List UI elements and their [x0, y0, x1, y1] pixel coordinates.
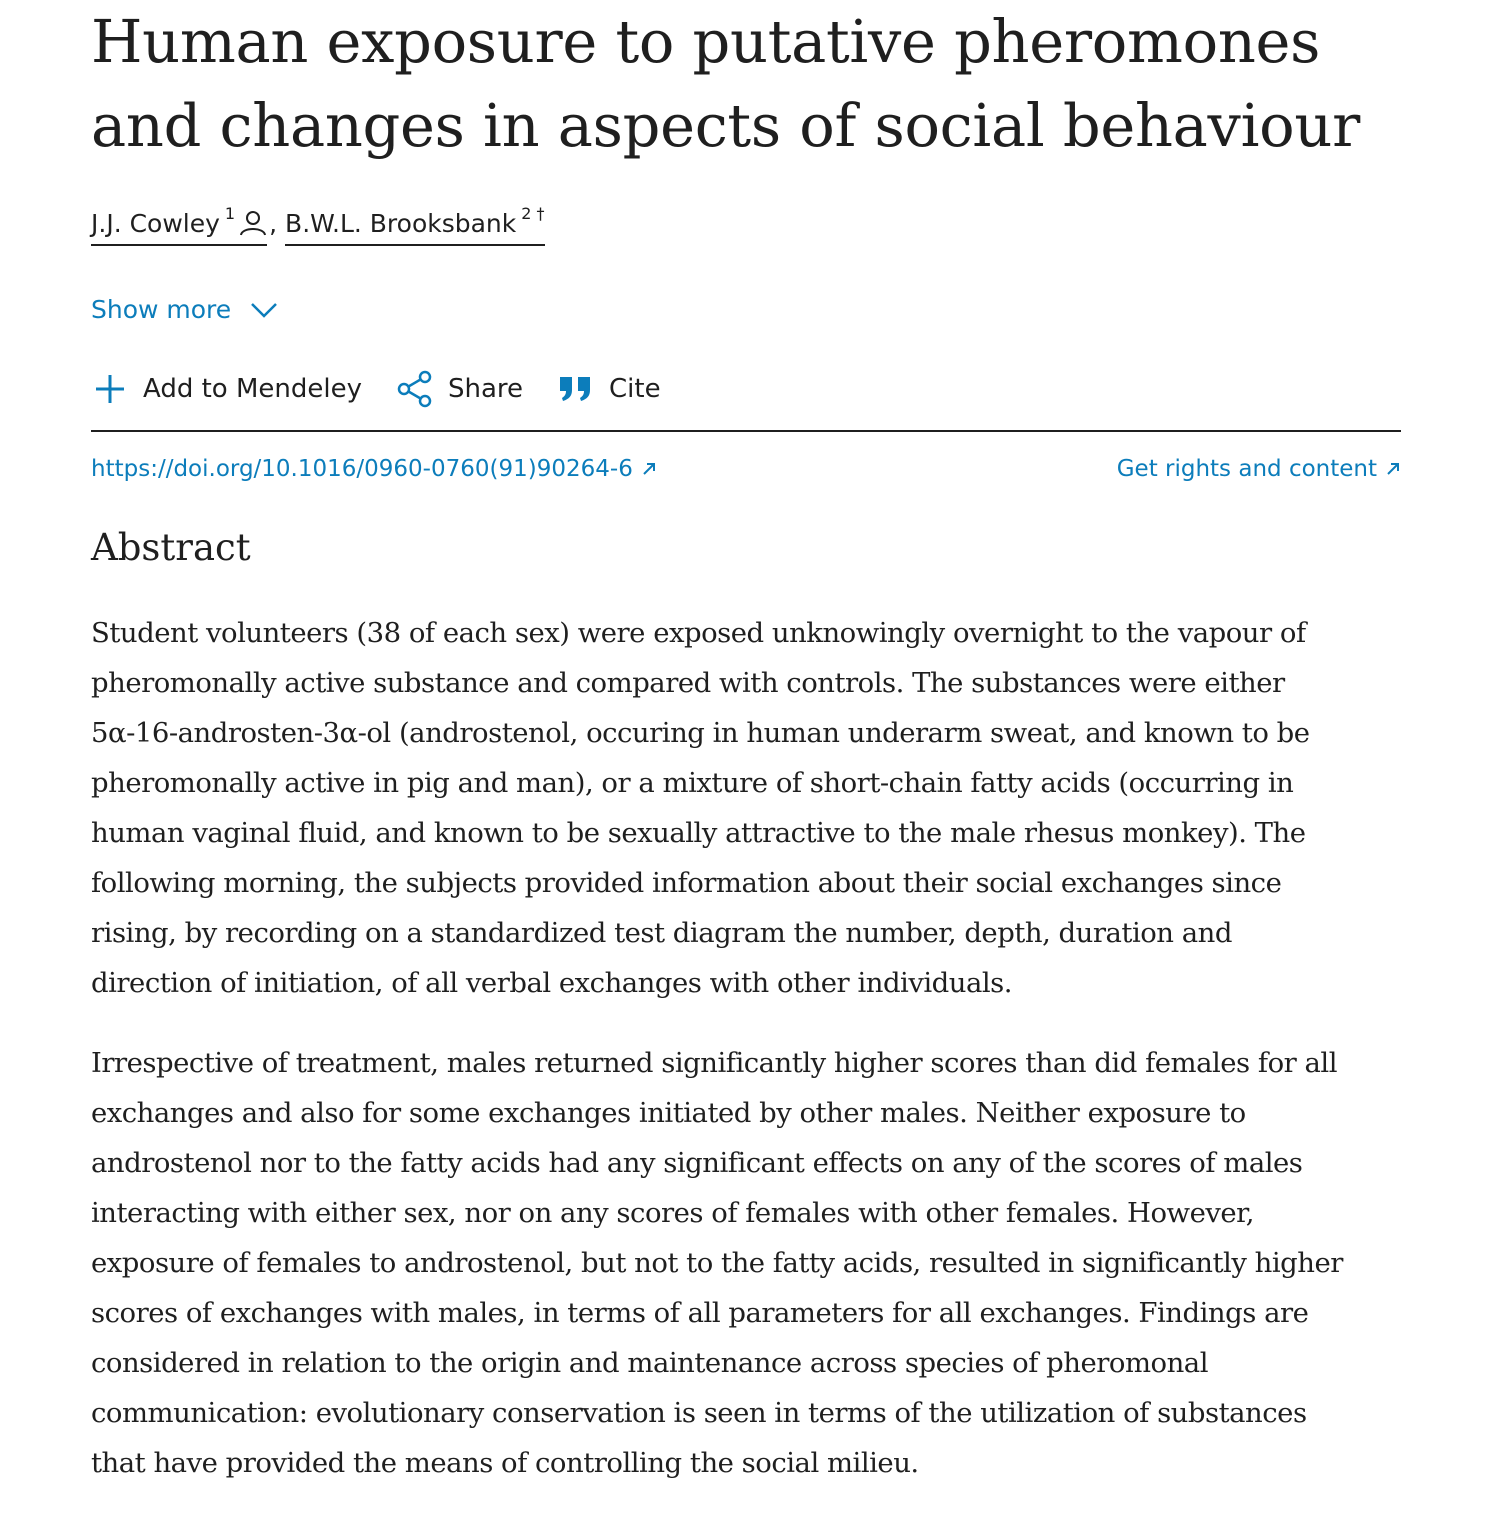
links-row — [91, 452, 1401, 486]
chevron-down-icon — [249, 300, 279, 320]
author-separator: , — [269, 209, 278, 238]
article-title-line-2: and changes in aspects of social behaviour — [91, 91, 1360, 160]
doi-link[interactable] — [91, 452, 657, 486]
external-link-icon — [1385, 461, 1401, 477]
share-label: Share — [447, 374, 524, 404]
author-link-brooksbank[interactable] — [285, 206, 544, 246]
plus-icon — [91, 370, 129, 408]
get-rights-link-text: Get rights and content — [1116, 456, 1377, 482]
abstract-paragraph-1: Student volunteers (38 of each sex) were exposed unknowingly overnight to the vapour of pheromonally active substance and compared with controls. The substances were either 5α-16-androsten-3α-ol (androstenol, occuring in human underarm sweat, and known to be pheromonally active in pig and man), or a mixture of short-chain fatty acids (occurring in human vaginal fluid, and known to be sexually attractive to the male rhesus monkey). The following morning, the subjects provided information about their social exchanges since rising, by recording on a standardized test diagram the number, depth, duration and direction of initiation, of all verbal exchanges with other individuals. — [91, 617, 1310, 999]
article-title — [91, 0, 1401, 168]
quote-icon — [557, 370, 595, 408]
doi-link-text: https://doi.org/10.1016/0960-0760(91)90264-6 — [91, 456, 633, 482]
get-rights-link[interactable] — [1117, 452, 1401, 486]
header-divider — [91, 430, 1401, 432]
author-list — [91, 206, 545, 246]
share-icon — [396, 370, 434, 408]
cite-button[interactable] — [557, 370, 661, 408]
show-more-label: Show more — [91, 295, 232, 324]
article-title-line-1: Human exposure to putative pheromones — [91, 7, 1321, 76]
author-name: J.J. Cowley — [91, 209, 220, 238]
show-more-button[interactable] — [91, 292, 279, 328]
abstract-paragraph-2: Irrespective of treatment, males returned significantly higher scores than did females for all exchanges and also for some exchanges initiated by other males. Neither exposure to androstenol nor to the fatty acids had any significant effects on any of the scores of males interacting with either sex, nor on any scores of females with other females. However, exposure of females to androstenol, but not to the fatty acids, resulted in significantly higher scores of exchanges with males, in terms of all parameters for all exchanges. Findings are considered in relation to the origin and maintenance across species of pheromonal communication: evolutionary conservation is seen in terms of the utilization of substances that have provided the means of controlling the social milieu. — [91, 1047, 1343, 1479]
article-page — [91, 0, 1401, 1479]
share-button[interactable] — [396, 370, 523, 408]
external-link-icon — [641, 461, 657, 477]
author-affiliation-sup: 1 — [224, 204, 236, 223]
abstract-heading: Abstract — [91, 526, 251, 569]
article-toolbar — [91, 370, 695, 408]
person-icon — [239, 210, 267, 246]
add-to-mendeley-button[interactable] — [91, 370, 362, 408]
add-to-mendeley-label: Add to Mendeley — [143, 374, 362, 404]
author-affiliation-sup: 2 † — [521, 204, 545, 223]
author-name: B.W.L. Brooksbank — [285, 209, 517, 238]
cite-label: Cite — [609, 374, 661, 404]
abstract-body — [91, 608, 1353, 1518]
author-link-cowley[interactable] — [91, 206, 267, 246]
